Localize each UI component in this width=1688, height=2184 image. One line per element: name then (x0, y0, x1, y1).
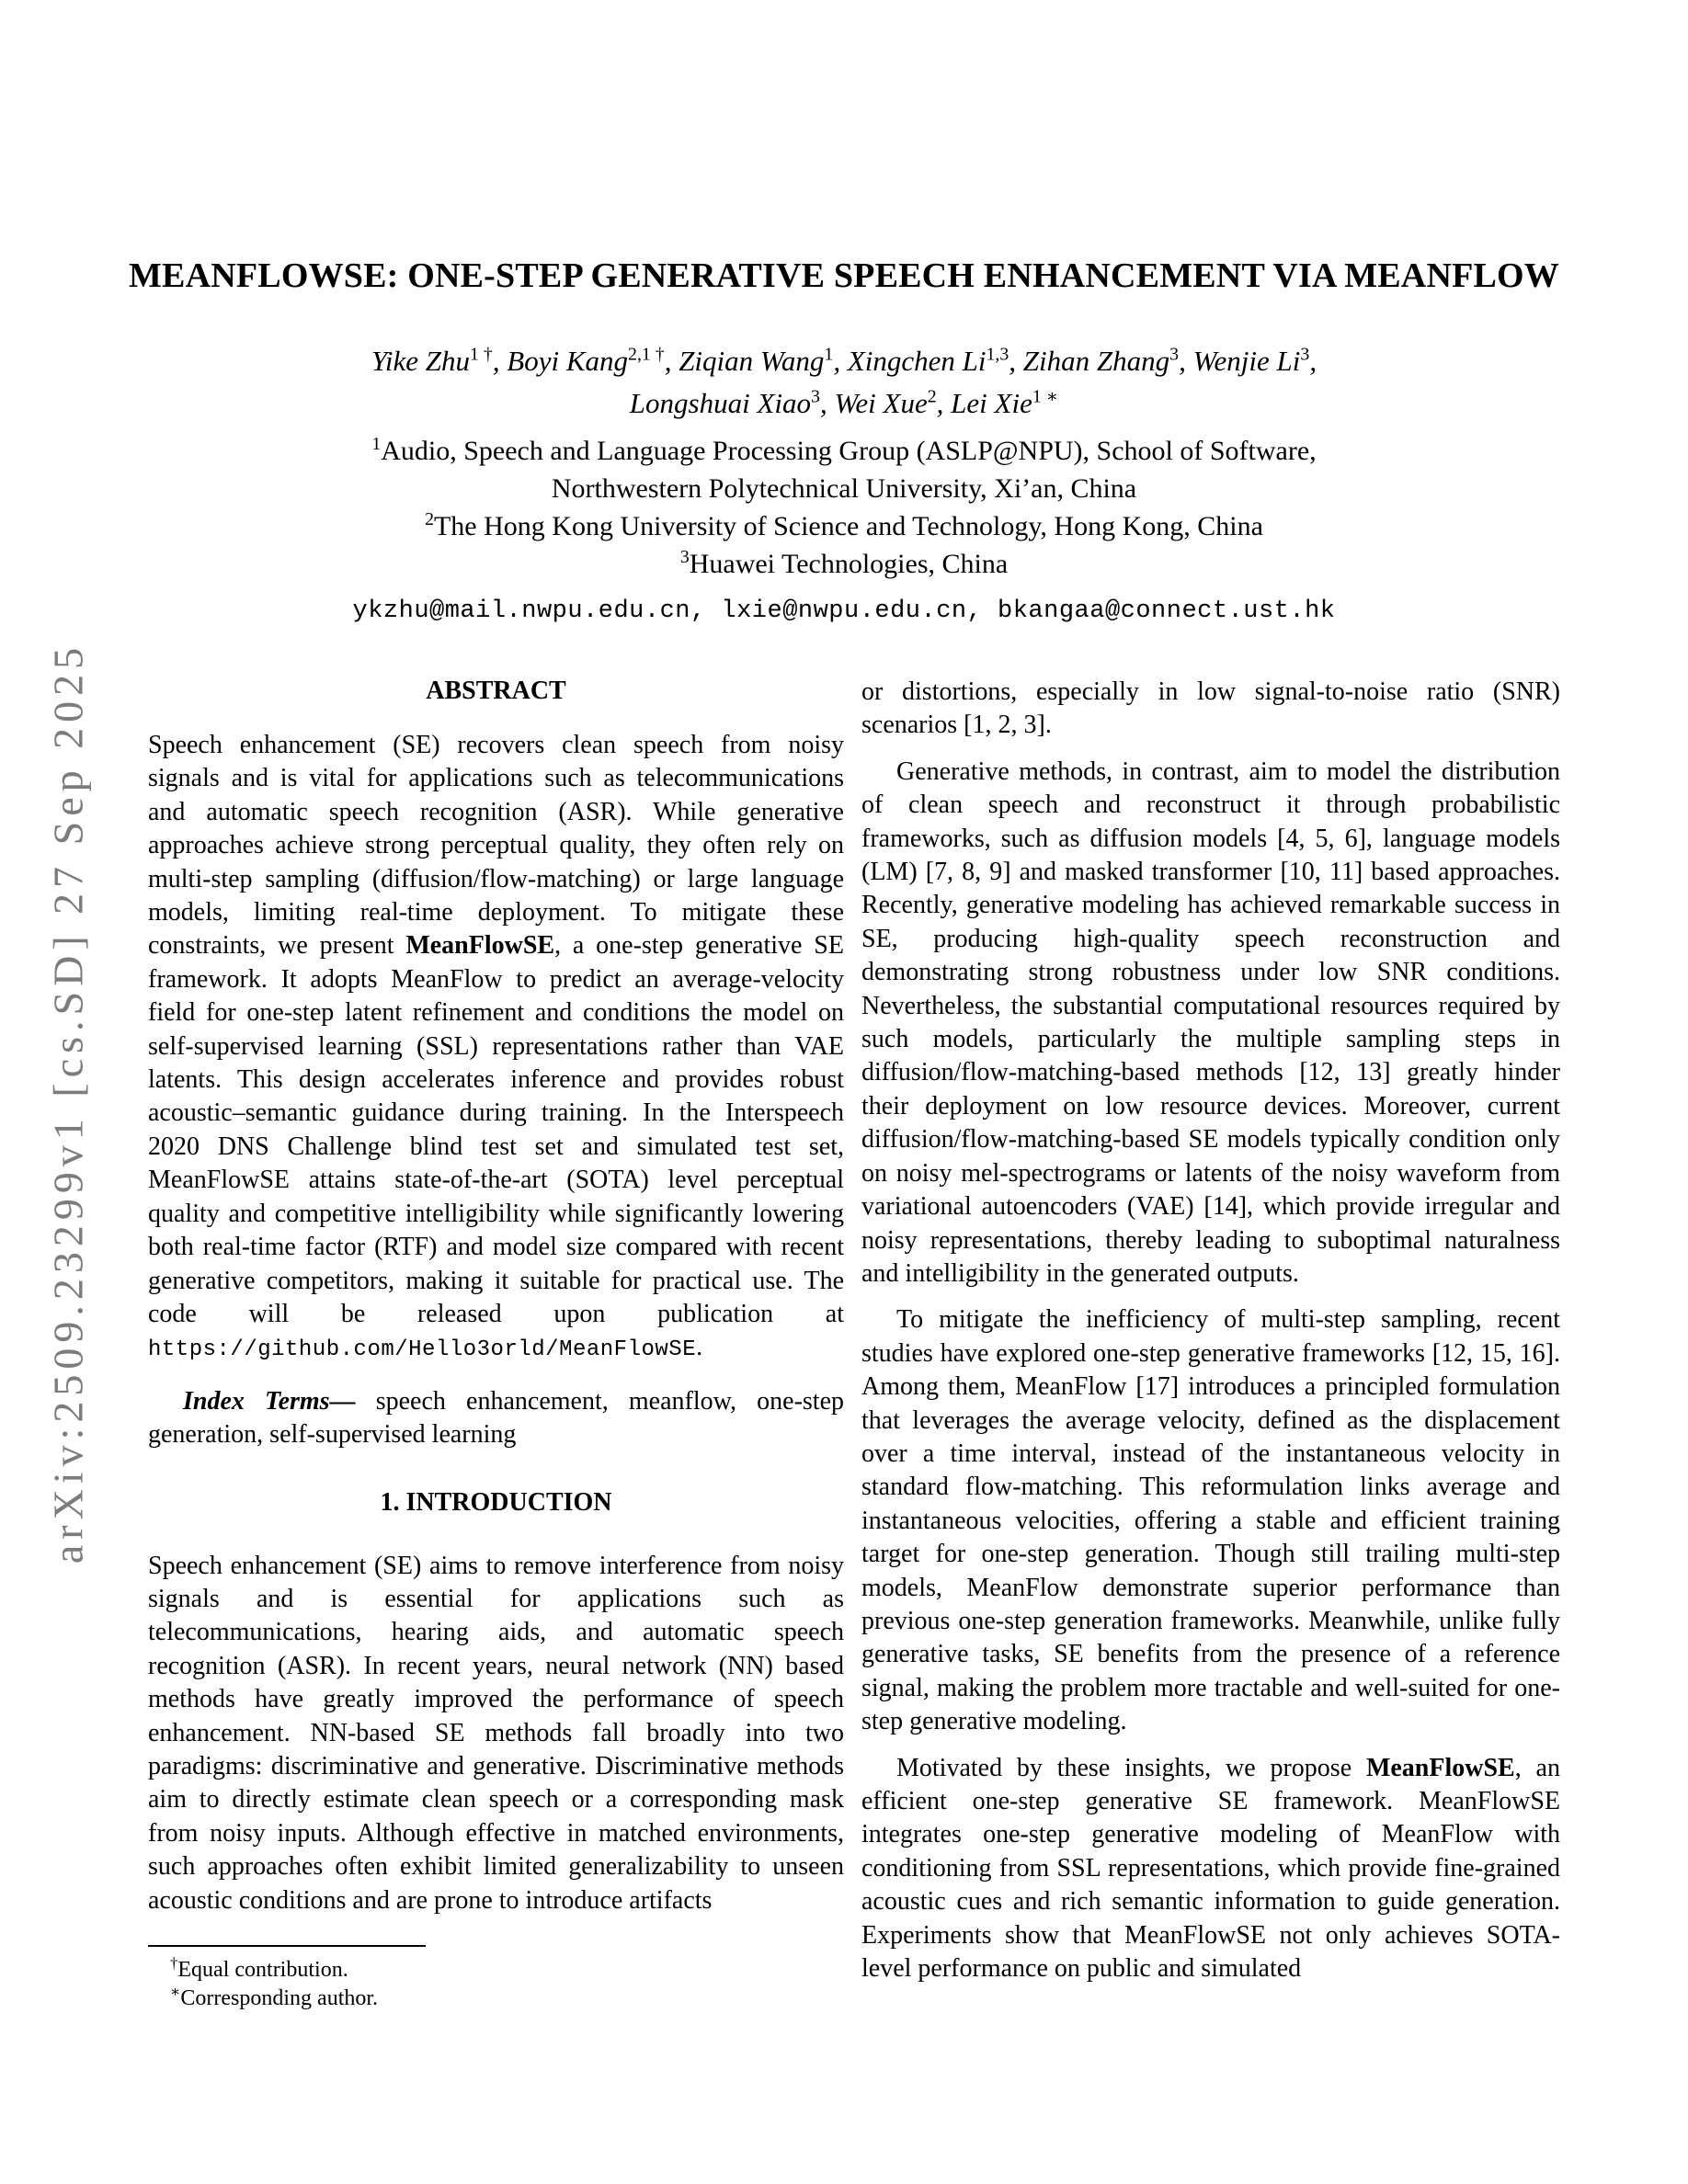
arxiv-watermark: arXiv:2509.23299v1 [cs.SD] 27 Sep 2025 (44, 642, 92, 1564)
email-line: ykzhu@mail.nwpu.edu.cn, lxie@nwpu.edu.cn, bkangaa@connect.ust.hk (352, 597, 1336, 625)
right-column (861, 669, 1560, 2013)
paper-header (0, 256, 1688, 625)
paragraph-one-step-frameworks: To mitigate the inefficiency of multi-step sampling, recent studies have explored one-step generative frameworks [12, 15, 16]. Among them, MeanFlow [17] introduces a principled formulation that leverages the average velocity, defined as the displacement over a time interval, instead of the instantaneous velocity in standard flow-matching. This reformulation links average and instantaneous velocities, offering a stable and efficient training target for one-step generation. Though still trailing multi-step models, MeanFlow demonstrate superior performance than previous one-step generation frameworks. Meanwhile, unlike fully generative tasks, SE benefits from the presence of a reference signal, making the problem more tractable and well-suited for one-step generative modeling. (861, 1305, 1560, 1736)
footnotes (148, 1945, 844, 2013)
affiliations (0, 432, 1688, 583)
abstract-paragraph: Speech enhancement (SE) recovers clean speech from noisy signals and is vital for applications such as telecommunications and automatic speech recognition (ASR). While generative approaches achieve strong perceptual quality, they often rely on multi-step sampling (diffusion/flow-matching) or large language models, limiting real-time deployment. To mitigate these constraints, we present MeanFlowSE, a one-step generative SE framework. It adopts MeanFlow to predict an average-velocity field for one-step latent refinement and conditions the model on self-supervised learning (SSL) representations rather than VAE latents. This design accelerates inference and provides robust acoustic–semantic guidance during training. In the Interspeech 2020 DNS Challenge blind test set and simulated test set, MeanFlowSE attains state-of-the-art (SOTA) level perceptual quality and competitive intelligibility while significantly lowering both real-time factor (RTF) and model size compared with recent generative competitors, making it suitable for practical use. The code will be released upon publication at https://github.com/Hello3orld/MeanFlowSE. (148, 731, 844, 1363)
footnote-equal-contribution: †Equal contribution. (170, 1954, 348, 1982)
paragraph-snr-continuation: or distortions, especially in low signal-to-noise ratio (SNR) scenarios [1, 2, 3]. (861, 677, 1560, 740)
index-terms: Index Terms— speech enhancement, meanflow, one-step generation, self-supervised learning (148, 1386, 845, 1450)
affiliation-line-3: $^3$Huawei Technologies, China (679, 547, 1009, 579)
introduction-heading: 1. INTRODUCTION (380, 1487, 612, 1517)
affiliation-line-2: $^2$The Hong Kong University of Science and Technology, Hong Kong, China (425, 509, 1263, 541)
paragraph-generative-methods: Generative methods, in contrast, aim to model the distribution of clean speech and reconstruct it through probabilistic frameworks, such as diffusion models [4, 5, 6], language models (LM) [7, 8, 9] and masked transformer [10, 11] based approaches. Recently, generative modeling has achieved remarkable success in SE, producing high-quality speech reconstruction and demonstrating strong robustness under low SNR conditions. Nevertheless, the substantial computational resources required by such models, particularly the multiple sampling steps in diffusion/flow-matching-based methods [12, 13] greatly hinder their deployment on low resource devices. Moreover, current diffusion/flow-matching-based SE models typically condition only on noisy mel-spectrograms or latents of the noisy waveform from variational autoencoders (VAE) [14], which provide irregular and noisy representations, thereby leading to suboptimal naturalness and intelligibility in the generated outputs. (861, 756, 1560, 1288)
affiliation-line-1: $^1$Audio, Speech and Language Processing Group (ASLP@NPU), School of Software, (371, 434, 1317, 466)
footnote-corresponding-author: ∗Corresponding author. (170, 1983, 379, 2010)
author-line-2: Longshuai Xiao$^3$, Wei Xue$^2$, Lei Xie$^{1 ∗}$ (629, 386, 1059, 419)
left-column (148, 669, 844, 2013)
author-line-1: Yike Zhu$^{1 \dagger}$, Boyi Kang$^{2,1 \dagger}$, Ziqian Wang$^1$, Xingchen Li$^{1,3}$, Zihan Zhang$^3$, Wenjie Li$^3$, (371, 344, 1317, 377)
paper-title: MEANFLOWSE: ONE-STEP GENERATIVE SPEECH ENHANCEMENT VIA MEANFLOW (128, 256, 1560, 295)
affiliation-line-1b: Northwestern Polytechnical University, Xi’an, China (551, 473, 1137, 504)
paragraph-motivation: Motivated by these insights, we propose MeanFlowSE, an efficient one-step generative SE framework. MeanFlowSE integrates one-step generative modeling of MeanFlow with conditioning from SSL representations, which provide fine-grained acoustic cues and rich semantic information to guide generation. Experiments show that MeanFlowSE not only achieves SOTA-level performance on public and simulated (861, 1753, 1560, 1984)
abstract-heading: ABSTRACT (426, 677, 566, 705)
introduction-paragraph: Speech enhancement (SE) aims to remove interference from noisy signals and is essential for applications such as telecommunications, hearing aids, and automatic speech recognition (ASR). In recent years, neural network (NN) based methods have greatly improved the performance of speech enhancement. NN-based SE methods fall broadly into two paradigms: discriminative and generative. Discriminative methods aim to directly estimate clean speech or a corresponding mask from noisy inputs. Although effective in matched environments, such approaches often exhibit limited generalizability to unseen acoustic conditions and are prone to introduce artifacts (148, 1551, 844, 1915)
two-column-body (148, 669, 1560, 2013)
footnote-rule (148, 1945, 426, 1947)
